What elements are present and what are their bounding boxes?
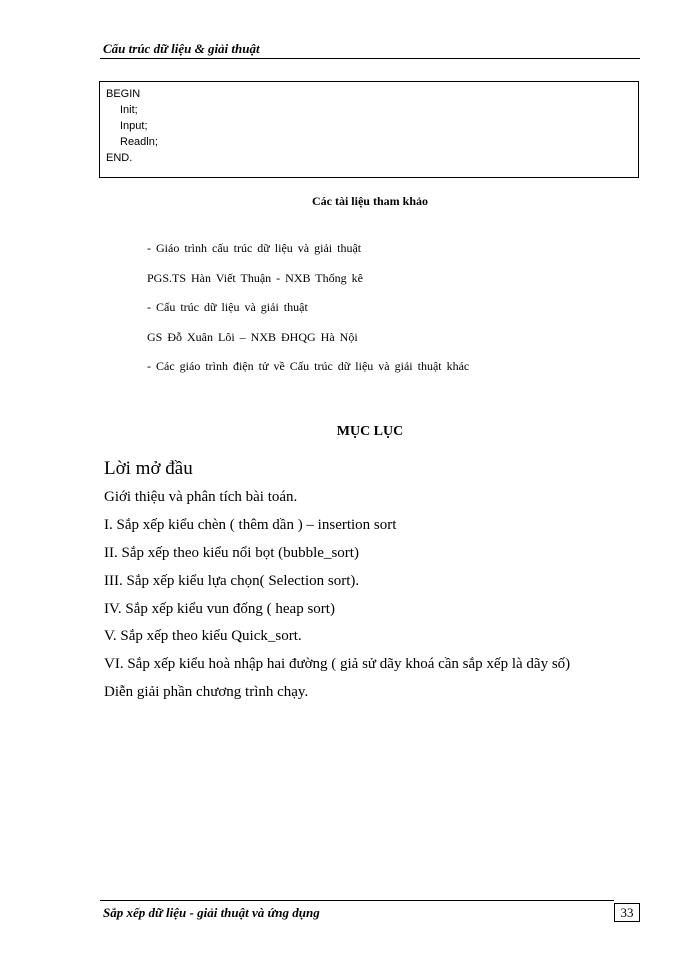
- code-line-begin: BEGIN: [106, 88, 141, 100]
- reference-item: - Cấu trúc dữ liệu và giải thuật: [147, 300, 308, 314]
- toc-item: II. Sắp xếp theo kiểu nổi bọt (bubble_sort): [104, 545, 359, 561]
- code-line-input: Input;: [120, 120, 148, 132]
- header-divider: [100, 58, 640, 59]
- reference-item: GS Đỗ Xuân Lôi – NXB ĐHQG Hà Nội: [147, 330, 358, 344]
- reference-item: PGS.TS Hàn Viết Thuận - NXB Thống kê: [147, 271, 363, 285]
- page-number: 33: [614, 903, 640, 922]
- toc-item: I. Sắp xếp kiểu chèn ( thêm dần ) – insertion sort: [104, 517, 397, 533]
- reference-item: - Giáo trình cấu trúc dữ liệu và giải thuật: [147, 241, 362, 255]
- toc-item: III. Sắp xếp kiểu lựa chọn( Selection sort).: [104, 573, 360, 589]
- toc-item: Giới thiệu và phân tích bài toán.: [104, 489, 298, 505]
- reference-item: - Các giáo trình điện tử về Cấu trúc dữ liệu và giải thuật khác: [147, 359, 470, 373]
- toc-item: VI. Sắp xếp kiểu hoà nhập hai đường ( giả sử dãy khoá cần sắp xếp là dãy số): [104, 656, 571, 672]
- code-line-end: END.: [106, 152, 133, 164]
- toc-item: IV. Sắp xếp kiểu vun đống ( heap sort): [104, 601, 335, 617]
- footer-divider: [100, 900, 614, 901]
- toc-item: Diễn giải phần chương trình chạy.: [104, 684, 309, 700]
- references-heading: Các tài liệu tham khảo: [311, 194, 428, 208]
- code-line-readln: Readln;: [120, 136, 158, 148]
- toc-item: V. Sắp xếp theo kiểu Quick_sort.: [104, 628, 302, 644]
- page-footer-title: Sắp xếp dữ liệu - giải thuật và ứng dụng: [103, 905, 320, 920]
- toc-intro-item: Lời mở đầu: [104, 458, 193, 479]
- page-header-title: Cấu trúc dữ liệu & giải thuật: [103, 41, 260, 56]
- code-line-init: Init;: [120, 104, 138, 116]
- code-block: [99, 81, 639, 178]
- table-of-contents-heading: MỤC LỤC: [336, 424, 404, 439]
